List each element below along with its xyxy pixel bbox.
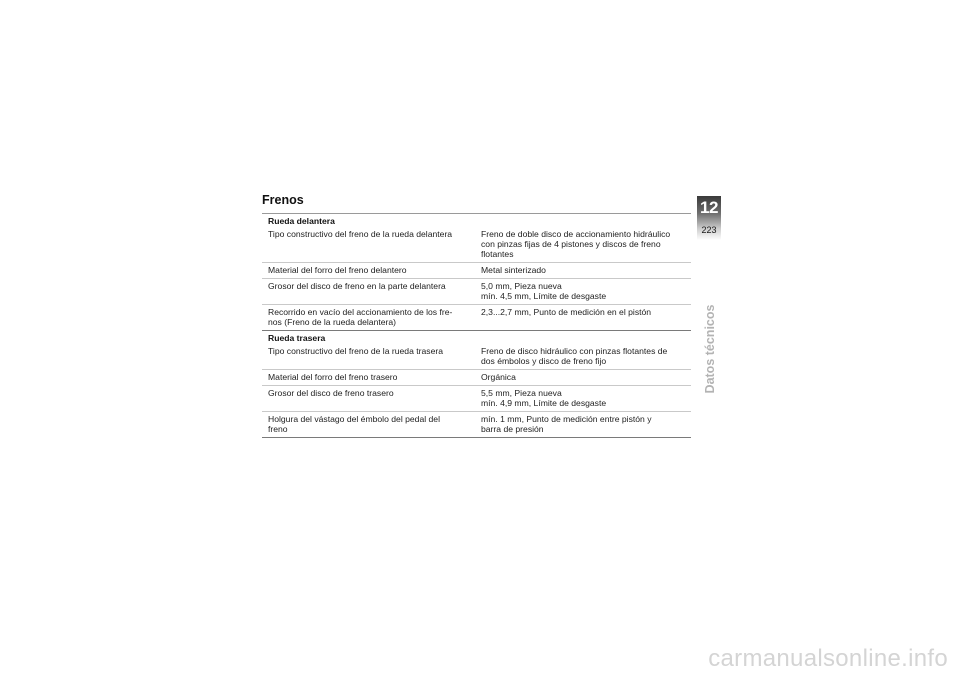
param-line: Grosor del disco de freno en la parte delantera bbox=[268, 281, 446, 291]
param-line: Tipo constructivo del freno de la rueda trasera bbox=[268, 346, 443, 356]
spec-value bbox=[475, 305, 691, 331]
value-line: flotantes bbox=[481, 249, 514, 259]
section-heading: Rueda delantera bbox=[262, 214, 691, 228]
table-row bbox=[262, 227, 691, 263]
brakes-spec-table bbox=[262, 213, 691, 438]
value-line: 5,5 mm, Pieza nueva bbox=[481, 388, 562, 398]
section-header-rear bbox=[262, 331, 691, 345]
param-line: Grosor del disco de freno trasero bbox=[268, 388, 394, 398]
spec-param bbox=[262, 305, 475, 331]
spec-param bbox=[262, 263, 475, 279]
value-line: barra de presión bbox=[481, 424, 544, 434]
spec-value bbox=[475, 263, 691, 279]
value-line: mín. 4,5 mm, Límite de desgaste bbox=[481, 291, 607, 301]
spec-value bbox=[475, 279, 691, 305]
value-line: con pinzas fijas de 4 pistones y discos de freno bbox=[481, 239, 661, 249]
spec-value bbox=[475, 370, 691, 386]
param-line: Holgura del vástago del émbolo del pedal del bbox=[268, 414, 440, 424]
table-row bbox=[262, 305, 691, 331]
spec-value bbox=[475, 344, 691, 370]
table-row bbox=[262, 412, 691, 438]
param-line: Material del forro del freno trasero bbox=[268, 372, 398, 382]
spec-value bbox=[475, 386, 691, 412]
value-line: Orgánica bbox=[481, 372, 516, 382]
param-line: nos (Freno de la rueda delantera) bbox=[268, 317, 397, 327]
spec-param bbox=[262, 227, 475, 263]
param-line: freno bbox=[268, 424, 288, 434]
spec-param bbox=[262, 412, 475, 438]
table-row bbox=[262, 279, 691, 305]
value-line: dos émbolos y disco de freno fijo bbox=[481, 356, 607, 366]
value-line: mín. 1 mm, Punto de medición entre pistón y bbox=[481, 414, 652, 424]
param-line: Tipo constructivo del freno de la rueda delantera bbox=[268, 229, 453, 239]
spec-param bbox=[262, 279, 475, 305]
value-line: 5,0 mm, Pieza nueva bbox=[481, 281, 562, 291]
spec-value bbox=[475, 227, 691, 263]
page-title: Frenos bbox=[262, 193, 304, 207]
value-line: 2,3...2,7 mm, Punto de medición en el pistón bbox=[481, 307, 652, 317]
table-row bbox=[262, 344, 691, 370]
section-header-front bbox=[262, 214, 691, 228]
spec-param bbox=[262, 370, 475, 386]
table-row bbox=[262, 386, 691, 412]
side-label-container bbox=[700, 304, 720, 442]
value-line: Freno de disco hidráulico con pinzas flotantes de bbox=[481, 346, 668, 356]
side-label: Datos técnicos bbox=[703, 304, 717, 394]
spec-param bbox=[262, 344, 475, 370]
table-row bbox=[262, 370, 691, 386]
param-line: Recorrido en vacío del accionamiento de los fre- bbox=[268, 307, 453, 317]
watermark: carmanualsonline.info bbox=[708, 645, 948, 672]
spec-value bbox=[475, 412, 691, 438]
value-line: Freno de doble disco de accionamiento hidráulico bbox=[481, 229, 671, 239]
page-number: 223 bbox=[701, 225, 717, 235]
spec-param bbox=[262, 386, 475, 412]
chapter-number: 12 bbox=[700, 198, 718, 217]
section-heading: Rueda trasera bbox=[268, 333, 326, 343]
value-line: Metal sinterizado bbox=[481, 265, 546, 275]
param-line: Material del forro del freno delantero bbox=[268, 265, 407, 275]
value-line: mín. 4,9 mm, Límite de desgaste bbox=[481, 398, 607, 408]
table-row bbox=[262, 263, 691, 279]
